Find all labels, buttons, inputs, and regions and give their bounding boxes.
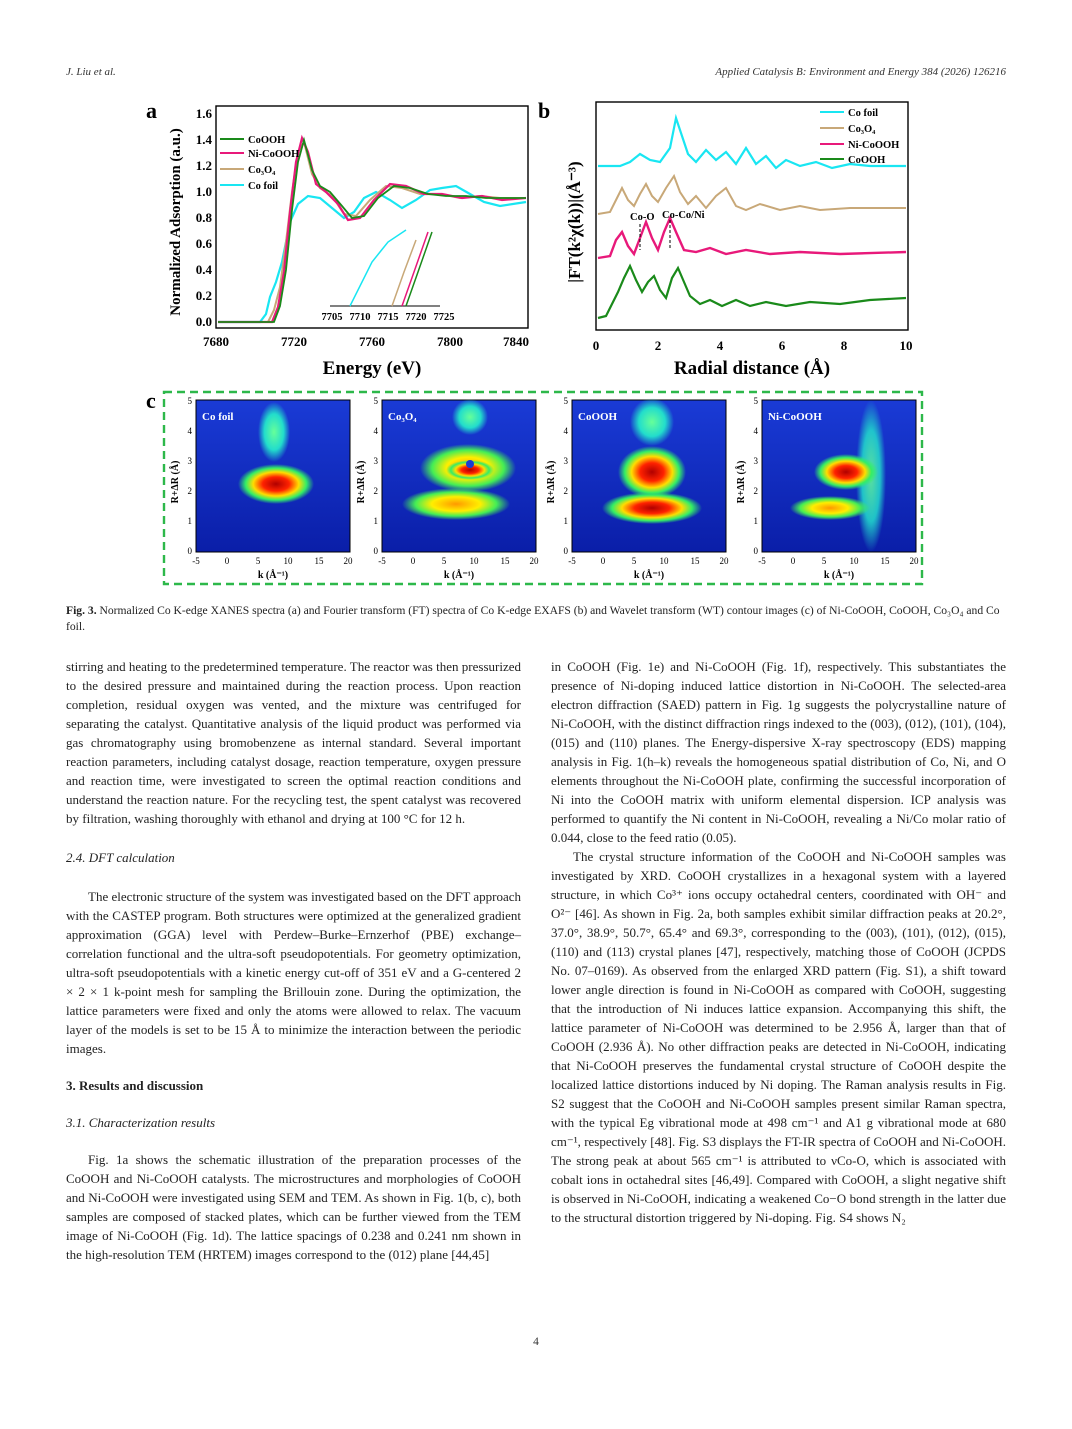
right-column	[551, 657, 1006, 1227]
panel-a-ytick: 0.0	[195, 314, 212, 329]
legend-item: Co foil	[248, 181, 279, 192]
wt-xlabel: k (Å⁻¹)	[633, 570, 665, 581]
wt-xtick: -5	[568, 556, 576, 566]
panel-a-ytick: 1.6	[195, 106, 212, 121]
wt-title: CoOOH	[578, 411, 618, 423]
wt-ylabel: R+ΔR (Å)	[356, 460, 367, 504]
wt-xtick: 15	[314, 556, 324, 566]
inset-xtick: 7715	[377, 312, 399, 323]
left-column	[66, 657, 521, 1264]
paragraph: stirring and heating to the predetermined temperature. The reactor was then pressurized to the desired pressure and maintained during the reaction process. Upon reaction completion, residual oxygen was vented, and the mixture was centrifuged for separating the catalyst. Quantitative analysis of the liquid product was performed via gas chromatography using bromobenzene as internal standard. Several important reaction parameters, including catalyst dosage, reaction temperature, oxygen pressure and reaction time, were investigated to screen the optimal reaction conditions and understand the reaction nature. For the recycling test, the spent catalyst was recovered by filtration, washing thoroughly with ethanol and drying at 100 °C for 12 h.	[66, 659, 521, 826]
wt-ytick: 1	[187, 516, 192, 526]
wt-xlabel: k (Å⁻¹)	[257, 570, 289, 581]
wt-ylabel: R+ΔR (Å)	[170, 460, 181, 504]
wt-ytick: 4	[753, 426, 758, 436]
wt-ytick: 4	[187, 426, 192, 436]
wt-co3o4	[382, 399, 536, 552]
panel-b-xtick: 4	[716, 338, 724, 353]
annotation-co-co-ni: Co-Co/Ni	[662, 210, 705, 221]
panel-a-xtick: 7840	[503, 334, 529, 349]
wt-xtick: -5	[192, 556, 200, 566]
wt-xlabel: k (Å⁻¹)	[443, 570, 475, 581]
wt-ytick: 3	[563, 456, 568, 466]
wt-xtick: 20	[719, 556, 729, 566]
wt-xtick: -5	[378, 556, 386, 566]
panel-a-inset	[322, 230, 455, 323]
legend-item: CoOOH	[248, 135, 286, 146]
section-heading-2-4: 2.4. DFT calculation	[66, 850, 175, 865]
wt-xtick: 10	[849, 556, 859, 566]
page-number: 4	[533, 1336, 539, 1348]
wt-ylabel: R+ΔR (Å)	[736, 460, 747, 504]
wt-ytick: 4	[563, 426, 568, 436]
inset-xtick: 7710	[349, 312, 371, 323]
wt-xtick: 0	[600, 556, 606, 566]
legend-item: Co₃O₄	[848, 124, 876, 135]
panel-a-ytick: 0.6	[195, 236, 212, 251]
inset-xtick: 7725	[433, 312, 455, 323]
wt-ytick: 5	[187, 396, 192, 406]
wt-xtick: 5	[821, 556, 827, 566]
caption-label: Fig. 3.	[66, 604, 97, 617]
running-header-authors: J. Liu et al.	[66, 66, 116, 78]
running-header-journal: Applied Catalysis B: Environment and Energy 384 (2026) 126216	[715, 66, 1006, 78]
panel-a-ytick: 0.2	[195, 288, 212, 303]
paragraph: in CoOOH (Fig. 1e) and Ni-CoOOH (Fig. 1f), respectively. This substantiates the presence of Ni-doping induced lattice distortion in Ni-CoOOH. The selected-area electron diffraction (SAED) pattern in Fig. 1g suggests the polycrystalline nature of Ni-CoOOH, with the distinct diffraction rings indexed to the (003), (012), (101), (104), (015) and (110) planes. The Energy-dispersive X-ray spectroscopy (EDS) mapping analysis in Fig. 1(h–k) reveals the homogeneous spatial distribution of Co, Ni, and O elements throughout the Ni-CoOOH plate, confirming the successful incorporation of Ni into the CoOOH matrix with uniform elemental dispersion. ICP analysis was performed to quantify the Ni content in Ni-CoOOH, revealing a Ni/Co molar ratio of 0.044, close to the feed ratio (0.05).	[551, 659, 1006, 845]
wt-xtick: 20	[909, 556, 919, 566]
wt-ytick: 1	[753, 516, 758, 526]
panel-a-ytick: 1.4	[195, 132, 212, 147]
figure-caption	[66, 603, 1006, 635]
wt-xlabel: k (Å⁻¹)	[823, 570, 855, 581]
wt-ytick: 4	[373, 426, 378, 436]
wt-ytick: 5	[373, 396, 378, 406]
paragraph: The crystal structure information of the CoOOH and Ni-CoOOH samples was investigated by XRD. CoOOH crystallizes in a hexagonal system with a layered structure, in which Co³⁺ ions occupy octahedral centers, coordinated with OH⁻ and O²⁻ [46]. As shown in Fig. 2a, both samples exhibit similar diffraction peaks at 20.2°, 37.0°, 38.9°, 50.7°, 65.4° and 69.3°, corresponding to the (003), (101), (012), (015), (110) and (113) crystal planes [47], respectively, matching those of CoOOH (JCPDS No. 07–0169). As observed from the enlarged XRD pattern (Fig. S1), a shift toward lower angle direction is found in Ni-CoOOH as compared with CoOOH, suggesting that the introduction of Ni induces lattice expansion. Accompanying this shift, the lattice parameter of Ni-CoOOH was determined to be 2.956 Å, larger than that of CoOOH (2.936 Å). No other diffraction peaks are detected in Ni-CoOOH, indicating that Ni-CoOOH preserves the fundamental crystal structure of CoOOH despite the localized lattice distortions induced by Ni doping. The Raman analysis results in Fig. S2 suggest that the CoOOH and Ni-CoOOH samples present similar Raman spectra, with the typical Eg vibrational mode at 498 cm⁻¹ and A1 g vibrational mode at 680 cm⁻¹, respectively [48]. Fig. S3 displays the FT-IR spectra of CoOOH and Ni-CoOOH. The strong peak at about 565 cm⁻¹ is attributed to νCo-O, which is associated with cobalt ions in octahedral sites [46,49]. Compared with CoOOH, a slight negative shift is observed in Ni-CoOOH, indicating a weakened Co−O bond strength in the latter due to the structural distortion triggered by Ni-doping. Fig. S4 shows N₂	[551, 849, 1006, 1225]
panel-a-xanes	[146, 98, 529, 379]
panel-b-ft-exafs	[538, 98, 913, 379]
paragraph: The electronic structure of the system was investigated based on the DFT approach with the CASTEP program. Both structures were optimized at the generalized gradient approximation (GGA) level with Perdew–Burke–Ernzerhof (PBE) exchange–correlation functional and the ultra-soft pseudopotentials. For geometry optimization, ultra-soft pseudopotentials with a kinetic energy cut-off of 351 eV and a G-centered 2 × 2 × 1 k-point mesh for sampling the Brillouin zone. During the optimization, the lattice parameters were fixed and only the atoms were allowed to relax. The vacuum layer of the models is set to be 15 Å to minimize the interaction between the periodic images.	[66, 889, 521, 1056]
wt-xtick: 0	[790, 556, 796, 566]
wt-xtick: 15	[500, 556, 510, 566]
panel-a-legend	[220, 135, 299, 192]
wt-xtick: 0	[410, 556, 416, 566]
wt-title: Ni-CoOOH	[768, 411, 822, 423]
panel-a-ytick: 0.4	[195, 262, 212, 277]
panel-c-label: c	[146, 388, 156, 413]
panel-a-ytick: 1.2	[195, 158, 212, 173]
panel-b-ylabel: |FT(k²χ(k))|(Å⁻³)	[565, 161, 584, 283]
wt-ytick: 1	[563, 516, 568, 526]
wt-cooooh	[572, 398, 726, 552]
panel-a-xtick: 7760	[359, 334, 385, 349]
panel-b-xtick: 8	[840, 338, 848, 353]
panel-b-label: b	[538, 98, 551, 123]
wt-xtick: 5	[441, 556, 447, 566]
panel-b-xtick: 2	[654, 338, 662, 353]
wt-title: Co foil	[202, 411, 234, 423]
wt-xtick: 20	[529, 556, 539, 566]
wt-ytick: 0	[563, 546, 568, 556]
wt-ytick: 5	[753, 396, 758, 406]
wt-xtick: 20	[343, 556, 353, 566]
series-co3o4	[598, 176, 906, 214]
wt-ytick: 0	[373, 546, 378, 556]
series-ni-cooooh	[598, 218, 906, 258]
panel-c-wavelet	[146, 388, 922, 584]
panel-b-xtick: 10	[899, 338, 913, 353]
panel-a-label: a	[146, 98, 157, 123]
section-heading-3: 3. Results and discussion	[66, 1078, 204, 1093]
panel-b-legend	[820, 108, 899, 166]
wt-ytick: 2	[563, 486, 568, 496]
panel-a-xtick: 7800	[437, 334, 463, 349]
wt-title: Co₃O₄	[388, 411, 417, 423]
wt-xtick: 10	[283, 556, 293, 566]
wt-ytick: 3	[753, 456, 758, 466]
wt-xtick: 5	[255, 556, 261, 566]
wt-ylabel: R+ΔR (Å)	[546, 460, 557, 504]
section-heading-3-1: 3.1. Characterization results	[66, 1115, 216, 1130]
panel-a-xtick: 7680	[203, 334, 229, 349]
wt-ytick: 2	[373, 486, 378, 496]
legend-item: Ni-CoOOH	[248, 149, 300, 160]
wt-ni-cooooh	[762, 400, 916, 552]
series-cooooh	[598, 266, 906, 318]
wt-xtick: 5	[631, 556, 637, 566]
panel-a-ytick: 0.8	[195, 210, 212, 225]
wt-ytick: 2	[187, 486, 192, 496]
wt-co-foil	[196, 400, 350, 552]
panel-a-ylabel: Normalized Adsorption (a.u.)	[168, 128, 184, 316]
figure-3	[140, 92, 932, 592]
panel-b-xtick: 6	[778, 338, 786, 353]
wt-xtick: -5	[758, 556, 766, 566]
wt-xtick: 15	[880, 556, 890, 566]
wt-ytick: 2	[753, 486, 758, 496]
legend-item: CoOOH	[848, 155, 886, 166]
annotation-co-o: Co-O	[630, 212, 655, 223]
wt-xtick: 0	[224, 556, 230, 566]
inset-xtick: 7705	[321, 312, 343, 323]
legend-item: Co₃O₄	[248, 165, 276, 176]
panel-a-xlabel: Energy (eV)	[322, 358, 422, 379]
wt-xtick: 10	[469, 556, 479, 566]
panel-a-xtick: 7720	[281, 334, 307, 349]
panel-b-xtick: 0	[592, 338, 600, 353]
caption-text: Normalized Co K-edge XANES spectra (a) and Fourier transform (FT) spectra of Co K-edge EXAFS (b) and Wavelet transform (WT) contour images (c) of Ni-CoOOH, CoOOH, Co₃O₄ and Co foil.	[66, 604, 1000, 633]
wt-xtick: 15	[690, 556, 700, 566]
legend-item: Ni-CoOOH	[848, 140, 900, 151]
wt-ytick: 5	[563, 396, 568, 406]
wt-ytick: 3	[373, 456, 378, 466]
wt-ytick: 3	[187, 456, 192, 466]
wt-ytick: 1	[373, 516, 378, 526]
wt-ytick: 0	[187, 546, 192, 556]
legend-item: Co foil	[848, 108, 879, 119]
wt-xtick: 10	[659, 556, 669, 566]
wt-ytick: 0	[753, 546, 758, 556]
paragraph: Fig. 1a shows the schematic illustration of the preparation processes of the CoOOH and Ni-CoOOH catalysts. The microstructures and morphologies of CoOOH and Ni-CoOOH were investigated using SEM and TEM. As shown in Fig. 1(b, c), both samples are composed of stacked plates, which can be further viewed from the TEM image of Ni-CoOOH (Fig. 1d). The lattice spacings of 0.238 and 0.241 nm shown in the high-resolution TEM (HRTEM) images correspond to the (012) plane [44,45]	[66, 1152, 521, 1262]
panel-a-ytick: 1.0	[195, 184, 212, 199]
inset-xtick: 7720	[405, 312, 427, 323]
panel-b-xlabel: Radial distance (Å)	[673, 358, 831, 379]
